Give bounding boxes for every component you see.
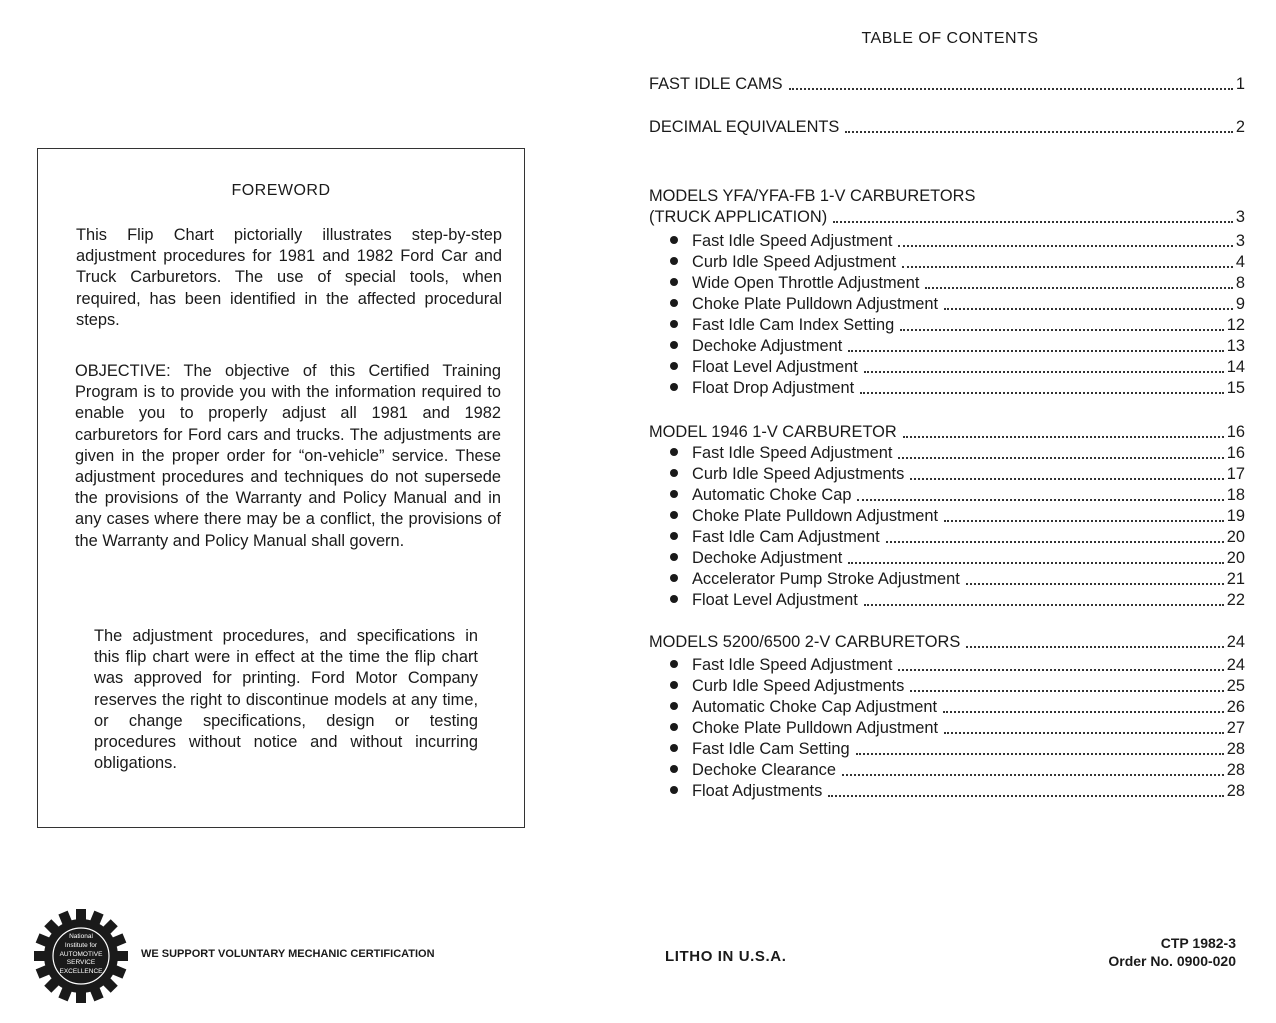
leader-dots — [903, 436, 1224, 438]
toc-item-page: 28 — [1226, 740, 1245, 758]
leader-dots — [966, 583, 1224, 585]
toc-item-label: Choke Plate Pulldown Adjustment — [692, 295, 939, 313]
disclaimer-paragraph: The adjustment procedures, and specifications in this flip chart were in effect at the time the flip chart was approved for printing. Ford Motor Company reserves the right to discontinue models at any time, or change specifications, design or testing procedures without notice and without incurring obligations. — [94, 627, 478, 773]
logo-line: SERVICE — [66, 959, 96, 967]
bullet-icon — [670, 574, 678, 582]
logo-line: EXCELLENCE — [59, 968, 103, 976]
leader-dots — [902, 266, 1233, 268]
toc-item — [670, 313, 1245, 335]
leader-dots — [864, 371, 1224, 373]
toc-item-page: 18 — [1226, 486, 1245, 504]
section-heading: MODEL 1946 1-V CARBURETOR — [649, 423, 897, 441]
toc-item-label: Curb Idle Speed Adjustments — [692, 677, 905, 695]
toc-item — [670, 525, 1245, 547]
toc-item — [670, 653, 1245, 675]
bullet-icon — [670, 278, 678, 286]
logo-line: National — [69, 933, 93, 940]
bullet-icon — [670, 299, 678, 307]
foreword-title: FOREWORD — [231, 182, 331, 199]
toc-item-page: 20 — [1226, 549, 1245, 567]
leader-dots — [898, 457, 1223, 459]
toc-item-label: Fast Idle Speed Adjustment — [692, 232, 893, 250]
leader-dots — [943, 711, 1224, 713]
toc-item — [670, 674, 1245, 696]
toc-item — [670, 567, 1245, 589]
toc-item-label: Fast Idle Cam Index Setting — [692, 316, 895, 334]
toc-item-label: Float Adjustments — [692, 782, 823, 800]
leader-dots — [845, 131, 1233, 133]
bullet-icon — [670, 532, 678, 540]
toc-item-page: 17 — [1226, 465, 1245, 483]
section-heading-line2: (TRUCK APPLICATION) — [649, 208, 828, 226]
toc-item-label: Fast Idle Speed Adjustment — [692, 444, 893, 462]
bullet-icon — [670, 383, 678, 391]
bullet-icon — [670, 341, 678, 349]
toc-item-label: Float Level Adjustment — [692, 591, 858, 609]
toc-item-label: Choke Plate Pulldown Adjustment — [692, 507, 939, 525]
toc-item — [670, 779, 1245, 801]
bullet-icon — [670, 362, 678, 370]
toc-item-label: Choke Plate Pulldown Adjustment — [692, 719, 939, 737]
logo-line: Institute for — [64, 941, 98, 949]
toc-item — [670, 271, 1245, 293]
toc-item — [670, 250, 1245, 272]
toc-item-label: Fast Idle Speed Adjustment — [692, 656, 893, 674]
leader-dots — [898, 669, 1223, 671]
bullet-icon — [670, 595, 678, 603]
leader-dots — [860, 392, 1224, 394]
toc-entry-page: 2 — [1235, 118, 1245, 136]
bullet-icon — [670, 469, 678, 477]
toc-item-page: 9 — [1235, 295, 1245, 313]
bullet-icon — [670, 681, 678, 689]
toc-item-page: 24 — [1226, 656, 1245, 674]
bullet-icon — [670, 236, 678, 244]
toc-item-label: Curb Idle Speed Adjustment — [692, 253, 897, 271]
leader-dots — [910, 478, 1223, 480]
toc-item — [670, 716, 1245, 738]
bullet-icon — [670, 660, 678, 668]
toc-item-label: Accelerator Pump Stroke Adjustment — [692, 570, 960, 588]
logo-line: AUTOMOTIVE — [59, 950, 103, 958]
toc-entry — [649, 115, 1245, 137]
toc-item-label: Float Drop Adjustment — [692, 379, 855, 397]
toc-item — [670, 504, 1245, 526]
toc-item — [670, 483, 1245, 505]
foreword-paragraph: This Flip Chart pictorially illustrates step-by-step adjustment procedures for 1981 and 1982 Ford Car and Truck Carburetors. The use of special tools, when required, has been identified in the affected procedural steps. — [76, 226, 502, 329]
toc-item — [670, 546, 1245, 568]
leader-dots — [842, 774, 1224, 776]
toc-entry-label: DECIMAL EQUIVALENTS — [649, 118, 840, 136]
toc-item-page: 13 — [1226, 337, 1245, 355]
toc-item-page: 20 — [1226, 528, 1245, 546]
leader-dots — [828, 795, 1223, 797]
bullet-icon — [670, 765, 678, 773]
toc-item-label: Curb Idle Speed Adjustments — [692, 465, 905, 483]
toc-item — [670, 292, 1245, 314]
bullet-icon — [670, 553, 678, 561]
section-heading-row — [649, 630, 1245, 652]
foreword-box — [37, 148, 525, 828]
toc-item-label: Automatic Choke Cap Adjustment — [692, 698, 938, 716]
bullet-icon — [670, 320, 678, 328]
leader-dots — [944, 520, 1224, 522]
section-page: 16 — [1226, 423, 1245, 441]
leader-dots — [848, 562, 1223, 564]
toc-item-page: 26 — [1226, 698, 1245, 716]
toc-item-label: Dechoke Adjustment — [692, 337, 843, 355]
toc-item-page: 21 — [1226, 570, 1245, 588]
toc-item-label: Automatic Choke Cap — [692, 486, 852, 504]
bullet-icon — [670, 723, 678, 731]
toc-title: TABLE OF CONTENTS — [861, 30, 1039, 47]
toc-item-page: 16 — [1226, 444, 1245, 462]
toc-item — [670, 588, 1245, 610]
leader-dots — [857, 499, 1223, 501]
ctp-number: CTP 1982-3 — [1160, 935, 1236, 951]
toc-item-page: 3 — [1235, 232, 1245, 250]
bullet-icon — [670, 744, 678, 752]
leader-dots — [966, 646, 1224, 648]
toc-item — [670, 462, 1245, 484]
litho-text: LITHO IN U.S.A. — [665, 948, 787, 965]
toc-item — [670, 758, 1245, 780]
toc-item-label: Fast Idle Cam Setting — [692, 740, 850, 758]
toc-item-page: 28 — [1226, 761, 1245, 779]
toc-item-page: 27 — [1226, 719, 1245, 737]
toc-item-page: 14 — [1226, 358, 1245, 376]
leader-dots — [789, 88, 1233, 90]
toc-entry-page: 1 — [1235, 75, 1245, 93]
ase-logo — [34, 909, 128, 1003]
section-heading: MODELS 5200/6500 2-V CARBURETORS — [649, 633, 961, 651]
toc-item-page: 28 — [1226, 782, 1245, 800]
toc-item-page: 8 — [1235, 274, 1245, 292]
toc-item — [670, 334, 1245, 356]
objective-paragraph: OBJECTIVE: The objective of this Certified Training Program is to provide you with the information required to enable you to properly adjust all 1981 and 1982 carburetors for Ford cars and trucks. The adjustments are given in the proper order for “on-vehicle” service. These adjustment procedures and techniques do not supersede the provisions of the Warranty and Policy Manual and in any cases where there may be a conflict, the provisions of the Warranty and Policy Manual shall govern. — [75, 362, 501, 550]
toc-item — [670, 441, 1245, 463]
toc-item-label: Dechoke Adjustment — [692, 549, 843, 567]
toc-item-page: 22 — [1226, 591, 1245, 609]
toc-item-page: 12 — [1226, 316, 1245, 334]
section-heading-row — [649, 205, 1245, 227]
leader-dots — [910, 690, 1223, 692]
toc-item — [670, 376, 1245, 398]
leader-dots — [944, 308, 1233, 310]
bullet-icon — [670, 702, 678, 710]
leader-dots — [900, 329, 1224, 331]
toc-entry — [649, 72, 1245, 94]
toc-item — [670, 355, 1245, 377]
bullet-icon — [670, 786, 678, 794]
section-page: 3 — [1235, 208, 1245, 226]
toc-item-label: Wide Open Throttle Adjustment — [692, 274, 920, 292]
toc-entry-label: FAST IDLE CAMS — [649, 75, 783, 93]
section-heading-row — [649, 420, 1245, 442]
leader-dots — [864, 604, 1224, 606]
section-page: 24 — [1226, 633, 1245, 651]
toc-item-label: Float Level Adjustment — [692, 358, 858, 376]
bullet-icon — [670, 257, 678, 265]
toc-item-page: 15 — [1226, 379, 1245, 397]
toc-item-label: Dechoke Clearance — [692, 761, 836, 779]
toc-item-page: 4 — [1235, 253, 1245, 271]
leader-dots — [848, 350, 1223, 352]
support-text: WE SUPPORT VOLUNTARY MECHANIC CERTIFICATION — [141, 948, 435, 960]
toc-item-page: 19 — [1226, 507, 1245, 525]
bullet-icon — [670, 511, 678, 519]
toc-item — [670, 229, 1245, 251]
leader-dots — [833, 221, 1233, 223]
toc-item — [670, 737, 1245, 759]
leader-dots — [886, 541, 1224, 543]
toc-item-label: Fast Idle Cam Adjustment — [692, 528, 880, 546]
bullet-icon — [670, 448, 678, 456]
toc-item — [670, 695, 1245, 717]
section-heading: MODELS YFA/YFA-FB 1-V CARBURETORS — [649, 187, 976, 205]
leader-dots — [944, 732, 1224, 734]
leader-dots — [925, 287, 1232, 289]
leader-dots — [856, 753, 1224, 755]
order-number: Order No. 0900-020 — [1108, 953, 1236, 969]
logo-text — [34, 933, 128, 977]
leader-dots — [898, 245, 1232, 247]
bullet-icon — [670, 490, 678, 498]
toc-item-page: 25 — [1226, 677, 1245, 695]
